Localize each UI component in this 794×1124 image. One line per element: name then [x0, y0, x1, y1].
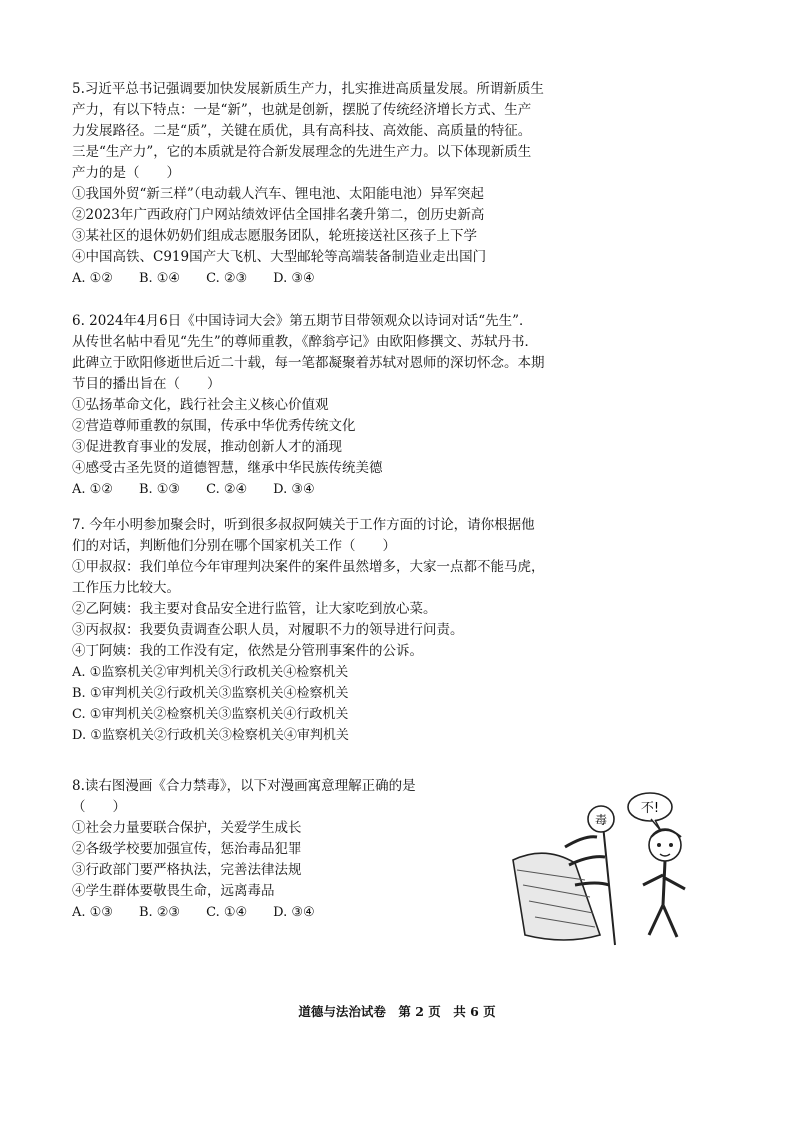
cartoon-boy-body [643, 861, 685, 937]
question-8-statement: ②各级学校要加强宣传，惩治毒品犯罪 [72, 841, 302, 857]
question-7-dialogue: ①甲叔叔：我们单位今年审理判决案件的案件虽然增多，大家一点都不能马虎， [72, 559, 545, 575]
cartoon-boy-eye [669, 843, 673, 847]
question-8-options: A. ①③ B. ②③ C. ①④ D. ③④ [72, 905, 315, 920]
question-8-stem: （ ） [72, 799, 126, 815]
question-6-stem: 从传世名帖中看见“先生”的尊师重教，《醉翁亭记》由欧阳修撰文、苏轼丹书． [72, 334, 539, 350]
question-6-stem: 6. 2024年4月6日《中国诗词大会》第五期节目带领观众以诗词对话“先生”． [72, 313, 533, 329]
page-footer: 道德与法治试卷 第 2 页 共 6 页 [298, 1004, 496, 1019]
question-5-options: A. ①② B. ①④ C. ②③ D. ③④ [72, 271, 315, 286]
question-6-stem: 节目的播出旨在（ ） [72, 376, 221, 392]
question-7-dialogue: ②乙阿姨：我主要对食品安全进行监管，让大家吃到放心菜。 [72, 601, 437, 617]
question-7-option-a: A. ①监察机关②审判机关③行政机关④检察机关 [72, 665, 349, 680]
question-5-statement: ②2023年广西政府门户网站绩效评估全国排名袭升第二，创历史新高 [72, 207, 485, 223]
cartoon-sign-text: 毒 [594, 813, 608, 827]
question-7-dialogue: ④丁阿姨：我的工作没有定，依然是分管刑事案件的公诉。 [72, 643, 423, 659]
question-6-statement: ②营造尊师重教的氛围，传承中华优秀传统文化 [72, 418, 356, 434]
question-8-stem: 8.读右图漫画《合力禁毒》，以下对漫画寓意理解正确的是 [72, 778, 416, 794]
cartoon-illustration [505, 785, 700, 950]
question-5-stem: 产力，有以下特点：一是“新”，也就是创新，摆脱了传统经济增长方式、生产 [72, 102, 532, 118]
question-6-stem: 此碑立于欧阳修逝世后近二十载，每一笔都凝聚着苏轼对恩师的深切怀念。本期 [72, 355, 545, 371]
question-8-statement: ③行政部门要严格执法，完善法律法规 [72, 862, 302, 878]
cartoon-speech-text: 不! [640, 801, 660, 816]
question-5-stem: 力发展路径。二是“质”，关键在质优，具有高科技、高效能、高质量的特征。 [72, 123, 532, 139]
question-7-option-d: D. ①监察机关②行政机关③检察机关④审判机关 [72, 728, 349, 743]
question-7-dialogue: ③丙叔叔：我要负责调查公职人员，对履职不力的领导进行问责。 [72, 622, 464, 638]
question-5-statement: ④中国高铁、C919国产大飞机、大型邮轮等高端装备制造业走出国门 [72, 249, 487, 265]
question-5-stem: 5.习近平总书记强调要加快发展新质生产力，扎实推进高质量发展。所谓新质生 [72, 81, 544, 97]
question-8-statement: ④学生群体要敬畏生命，远离毒品 [72, 883, 275, 899]
question-5-statement: ③某社区的退休奶奶们组成志愿服务团队，轮班接送社区孩子上下学 [72, 228, 477, 244]
cartoon-speech-tail [651, 819, 661, 831]
question-7-option-c: C. ①审判机关②检察机关③监察机关④行政机关 [72, 707, 349, 722]
question-7 [72, 515, 672, 746]
question-6-statement: ①弘扬革命文化，践行社会主义核心价值观 [72, 397, 329, 413]
question-7-dialogue: 工作压力比较大。 [72, 580, 180, 596]
cartoon-boy-eye [657, 843, 661, 847]
question-5-statement: ①我国外贸“新三样”（电动载人汽车、锂电池、太阳能电池）异军突起 [72, 186, 485, 202]
question-6 [72, 311, 672, 500]
question-8-statement: ①社会力量要联合保护，关爱学生成长 [72, 820, 302, 836]
question-5 [72, 79, 672, 289]
question-6-statement: ④感受古圣先贤的道德智慧，继承中华民族传统美德 [72, 460, 383, 476]
question-7-option-b: B. ①审判机关②行政机关③监察机关④检察机关 [72, 686, 349, 701]
question-5-stem: 三是“生产力”，它的本质就是符合新发展理念的先进生产力。以下体现新质生 [72, 144, 532, 160]
question-7-stem: 7. 今年小明参加聚会时，听到很多叔叔阿姨关于工作方面的讨论，请你根据他 [72, 517, 535, 533]
question-5-stem: 产力的是（ ） [72, 165, 180, 181]
question-7-stem: 们的对话，判断他们分别在哪个国家机关工作（ ） [72, 538, 396, 554]
question-6-options: A. ①② B. ①③ C. ②④ D. ③④ [72, 482, 315, 497]
question-6-statement: ③促进教育事业的发展，推动创新人才的涌现 [72, 439, 342, 455]
